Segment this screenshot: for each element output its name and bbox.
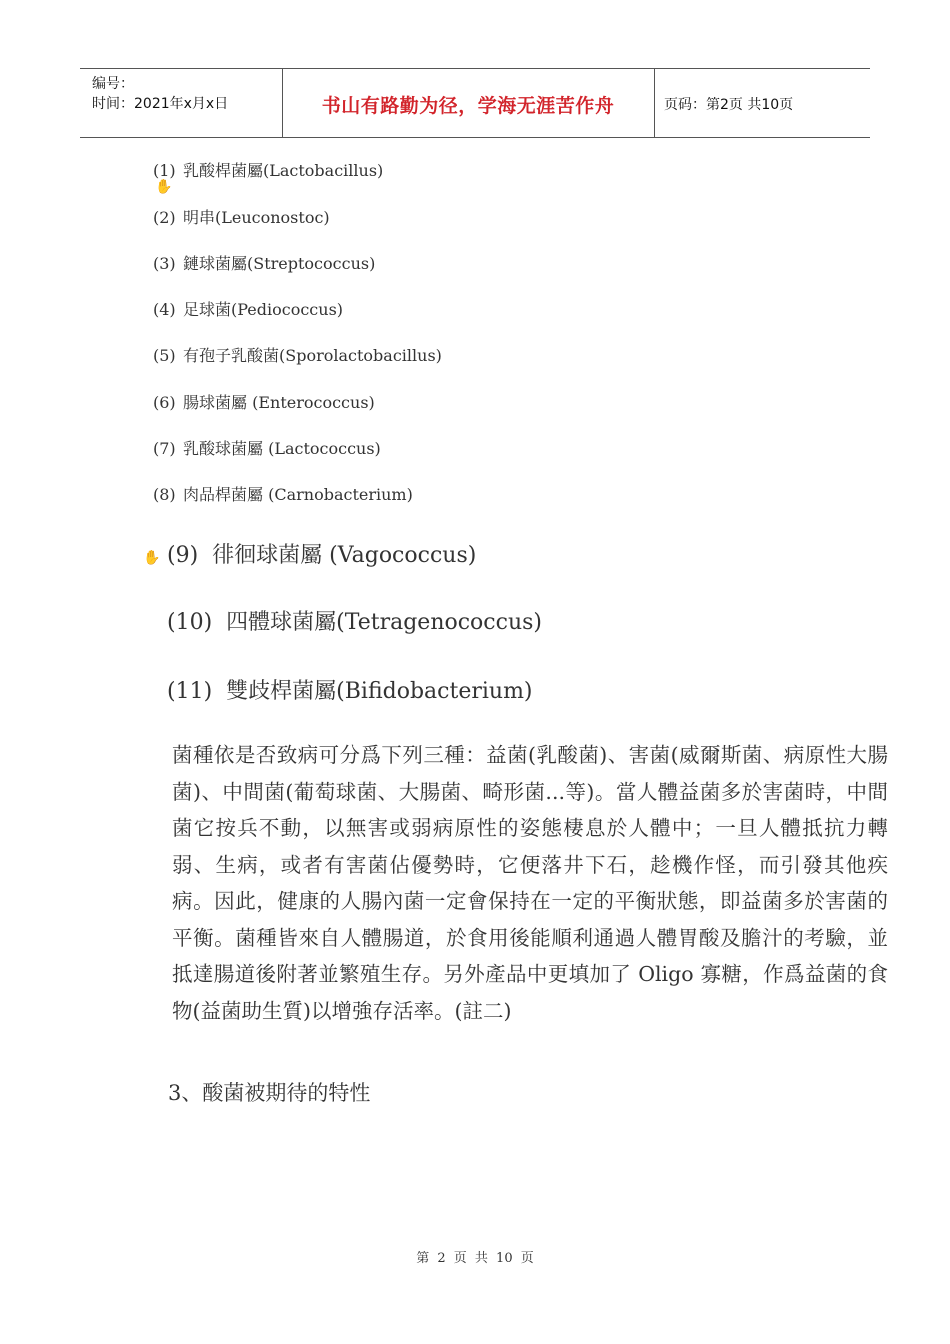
list-item (153, 390, 375, 413)
list-item-text: 雙歧桿菌屬(Bifidobacterium) (226, 679, 533, 704)
large-list-item (167, 538, 476, 569)
list-item (153, 482, 413, 505)
list-item-text: 徘徊球菌屬 (Vagococcus) (212, 543, 477, 568)
list-item-text: 乳酸球菌屬 (Lactococcus) (183, 439, 381, 458)
header-right-cell (654, 69, 870, 137)
header-left-cell (80, 69, 283, 137)
list-item-number: (5) (153, 346, 176, 365)
list-item-number: (4) (153, 300, 176, 319)
list-item-number: (9) (167, 543, 199, 568)
list-item-text: 明串(Leuconostoc) (183, 208, 330, 227)
page-info: 页码：第2页 共10页 (664, 97, 794, 113)
date-label: 时间：2021年x月x日 (92, 96, 229, 112)
section-heading: 3、酸菌被期待的特性 (168, 1081, 371, 1105)
body-paragraph: 菌種依是否致病可分爲下列三種：益菌(乳酸菌)、害菌(威爾斯菌、病原性大腸菌)、中間菌(葡萄球菌、大腸菌、畸形菌...等)。當人體益菌多於害菌時，中間菌它按兵不動，以無害或弱病原性的姿態棲息於人體中；一旦人體抵抗力轉弱、生病，或者有害菌佔優勢時，它便落井下石，趁機作怪，而引發其他疾病。因此，健康的人腸內菌一定會保持在一定的平衡狀態，即益菌多於害菌的平衡。菌種皆來自人體腸道，於食用後能順利通過人體胃酸及膽汁的考驗，並抵達腸道後附著並繁殖生存。另外產品中更填加了 Oligo 寡糖，作爲益菌的食物(益菌助生質)以增強存活率。(註二) (172, 743, 888, 1023)
list-item-text: 有孢子乳酸菌(Sporolactobacillus) (183, 346, 442, 365)
list-item-number: (2) (153, 208, 176, 227)
large-list-item (167, 674, 533, 705)
page-header (80, 68, 870, 138)
list-item-number: (6) (153, 393, 176, 412)
list-item (153, 158, 383, 181)
list-item-number: (7) (153, 439, 176, 458)
list-item-text: 鏈球菌屬(Streptococcus) (183, 254, 376, 273)
list-item-text: 肉品桿菌屬 (Carnobacterium) (183, 485, 413, 504)
page-footer: 第 2 页 共 10 页 (416, 1251, 534, 1266)
list-item-text: 腸球菌屬 (Enterococcus) (183, 393, 375, 412)
list-item (153, 251, 375, 274)
large-list-item (167, 605, 542, 636)
code-label: 编号： (92, 76, 134, 92)
list-item (153, 343, 442, 366)
motto: 书山有路勤为径，学海无涯苦作舟 (321, 95, 615, 117)
list-item-text: 足球菌(Pediococcus) (183, 300, 344, 319)
hand-cursor-icon: ✋ (155, 179, 173, 195)
list-item (153, 436, 381, 459)
list-item-number: (3) (153, 254, 176, 273)
list-item-number: (1) (153, 161, 176, 180)
list-item-number: (10) (167, 610, 213, 635)
hand-cursor-icon: ✋ (143, 550, 161, 566)
list-item-text: 乳酸桿菌屬(Lactobacillus) (183, 161, 384, 180)
list-item-text: 四體球菌屬(Tetragenococcus) (226, 610, 542, 635)
header-motto-cell (282, 69, 655, 137)
list-item (153, 297, 343, 320)
list-item-number: (8) (153, 485, 176, 504)
list-item-number: (11) (167, 679, 213, 704)
list-item (153, 205, 330, 228)
